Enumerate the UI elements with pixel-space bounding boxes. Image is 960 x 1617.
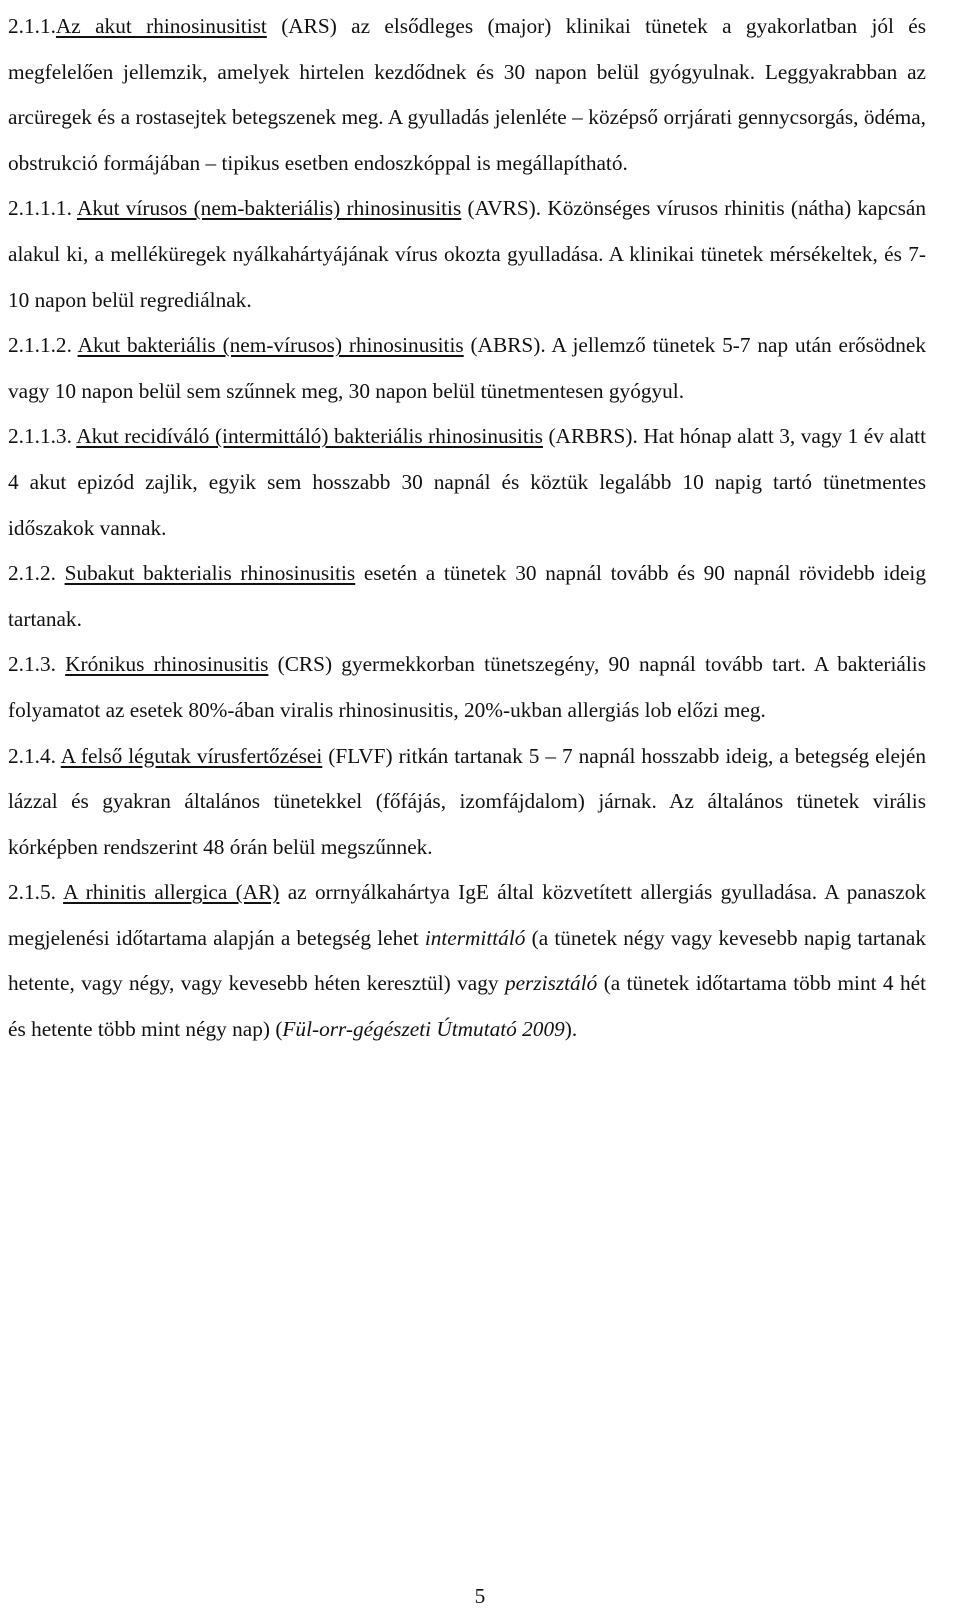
paragraph-abrs: [8, 323, 926, 414]
italic-term-perzisztalo: perzisztáló: [504, 971, 598, 996]
abbr-flvf: (FLVF): [328, 743, 393, 768]
paragraph-text: (a tünetek négy vagy kevesebb napig tartanak hetente, vagy négy, vagy kevesebb héten keresztül) vagy: [8, 925, 926, 996]
section-number: 2.1.4.: [8, 743, 56, 768]
page-number: 5: [474, 1584, 486, 1608]
section-number: 2.1.1.3.: [8, 424, 72, 449]
section-number: 2.1.5.: [8, 880, 56, 905]
paragraph-ar: [8, 870, 926, 1052]
paragraph-text: Hat hónap alatt 3, vagy 1 év alatt 4 akut epizód zajlik, egyik sem hosszabb 30 napnál és köztük legalább 10 napig tartó tünetmentes időszakok vannak.: [8, 424, 927, 540]
section-number: 2.1.1.2.: [8, 333, 72, 358]
term-flvf: A felső légutak vírusfertőzései: [60, 743, 323, 768]
abbr-avrs: (AVRS).: [467, 196, 542, 221]
term-arbrs: Akut recidíváló (intermittáló) bakteriális rhinosinusitis: [76, 424, 543, 449]
abbr-abrs: (ABRS).: [470, 333, 546, 358]
section-number: 2.1.1.: [8, 14, 56, 38]
section-number: 2.1.2.: [8, 561, 56, 586]
paragraph-text: ritkán tartanak 5 – 7 napnál hosszabb ideig, a betegség elején lázzal és gyakran általános tünetekkel (főfájás, izomfájdalom) járnak. Az általános tünetek virális kórképben rendszerint 48 órán belül megszűnnek.: [8, 743, 927, 859]
paragraph-arbrs: [8, 414, 926, 551]
paragraph-text: gyermekkorban tünetszegény, 90 napnál tovább tart. A bakteriális folyamatot az esetek 80%-ában viralis rhinosinusitis, 20%-ukban allergiás lob előzi meg.: [8, 652, 926, 722]
italic-term-intermittalo: intermittáló: [424, 925, 526, 950]
paragraph-text: ).: [564, 1017, 578, 1042]
paragraph-text: az elsődleges (major) klinikai tünetek a gyakorlatban jól és megfelelően jellemzik, amelyek hirtelen kezdődnek és 30 napon belül gyógyulnak. Leggyakrabban az arcüregek és a rostasejtek betegszenek meg. A gyulladás jelenléte – középső orrjárati gennycsorgás, ödéma, obstrukció formájában – tipikus esetben endoszkóppal is megállapítható.: [8, 14, 927, 175]
section-number: 2.1.1.1.: [8, 196, 72, 221]
term-subakut: Subakut bakterialis rhinosinusitis: [64, 561, 356, 586]
paragraph-flvf: [8, 734, 926, 871]
abbr-crs: (CRS): [277, 652, 333, 677]
paragraph-text: Közönséges vírusos rhinitis (nátha) kapcsán alakul ki, a melléküregek nyálkahártyájának vírus okozta gyulladása. A klinikai tünetek mérsékeltek, és 7-10 napon belül regrediálnak.: [8, 196, 926, 312]
abbr-ars: (ARS): [281, 14, 337, 38]
abbr-arbrs: (ARBRS).: [548, 424, 638, 449]
paragraph-text: (a tünetek időtartama több mint 4 hét és hetente több mint négy nap) (: [8, 971, 927, 1042]
paragraph-subakut: [8, 551, 926, 642]
citation: Fül-orr-gégészeti Útmutató 2009: [282, 1017, 565, 1042]
paragraph-crs: [8, 642, 926, 733]
term-crs: Krónikus rhinosinusitis: [65, 652, 269, 677]
term-avrs: Akut vírusos (nem-bakteriális) rhinosinusitis: [76, 196, 462, 221]
paragraph-ars: [8, 4, 926, 186]
paragraph-text: esetén a tünetek 30 napnál tovább és 90 napnál rövidebb ideig tartanak.: [8, 561, 926, 631]
paragraph-avrs: [8, 186, 926, 323]
term-ars: Az akut rhinosinusitist: [55, 14, 267, 38]
paragraph-text: A jellemző tünetek 5-7 nap után erősödnek vagy 10 napon belül sem szűnnek meg, 30 napon belül tünetmentesen gyógyul.: [8, 333, 927, 403]
term-abrs: Akut bakteriális (nem-vírusos) rhinosinusitis: [77, 333, 464, 358]
term-ar: A rhinitis allergica (AR): [63, 880, 280, 905]
section-number: 2.1.3.: [8, 652, 56, 677]
paragraph-text: az orrnyálkahártya IgE által közvetített allergiás gyulladása. A panaszok megjelenési időtartama alapján a betegség lehet: [8, 880, 926, 950]
document-body: [8, 4, 926, 1053]
